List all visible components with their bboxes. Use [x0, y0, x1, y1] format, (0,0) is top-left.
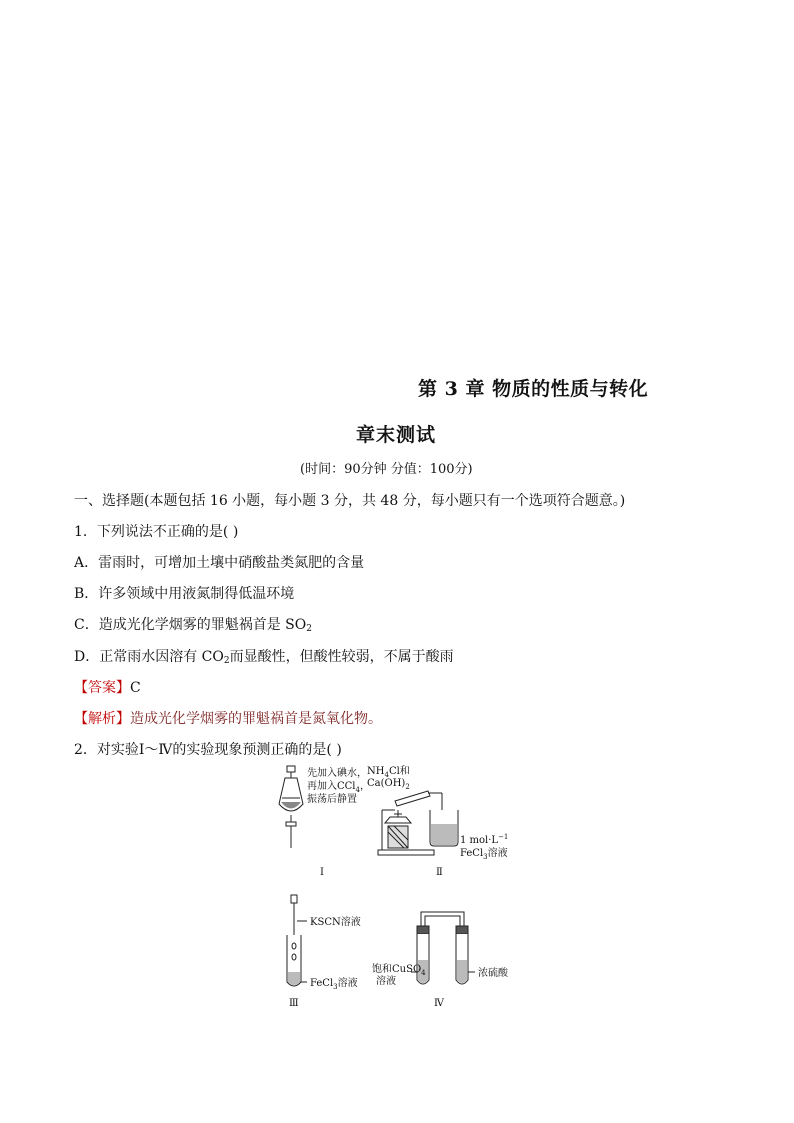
exp2-reagent-line1-sub: 4 [384, 771, 389, 779]
exp2-reagent-line2-sub: 2 [405, 783, 410, 791]
exp1-note-line1: 先加入碘水， [307, 768, 367, 779]
exp1-note-line2 [307, 779, 370, 794]
exp2-label: Ⅱ [436, 867, 443, 878]
exp4-label: Ⅳ [434, 998, 444, 1009]
experiment-2-ammonia-apparatus [378, 791, 458, 855]
exp3-solution-main: FeCl [310, 978, 334, 989]
exp2-solution-line2 [460, 846, 508, 861]
exp4-left-line2: 溶液 [376, 976, 396, 987]
exp2-solution-line2-main: FeCl [460, 848, 484, 859]
answer-tag: 【答案】 [74, 680, 130, 696]
experiment-figure [270, 760, 530, 1010]
exp1-note-line2-post: ， [359, 781, 370, 792]
q1-analysis [74, 708, 382, 728]
exp2-solution-line2-post: 溶液 [487, 848, 508, 859]
exp4-left-line1-sub: 4 [421, 969, 426, 977]
q1-option-a: A．雷雨时，可增加土壤中硝酸盐类氮肥的含量 [74, 555, 365, 571]
q1-option-c [74, 614, 312, 634]
experiment-3-test-tube [287, 895, 307, 986]
exp3-solution-post: 溶液 [337, 978, 358, 989]
exp2-solution-line1-main: 1 mol·L [460, 835, 499, 846]
exp2-solution-line1-sup: −1 [498, 833, 509, 841]
exam-meta: (时间：90分钟 分值：100分) [300, 462, 473, 477]
exp4-left-line1-main: 饱和CuSO [372, 964, 422, 975]
exp3-reagent: KSCN溶液 [310, 917, 361, 928]
chapter-title: 第 3 章 物质的性质与转化 [418, 378, 649, 400]
exp2-reagent-line1-main: NH [367, 766, 385, 777]
q1-answer [74, 677, 141, 697]
q1-stem: 1．下列说法不正确的是( ) [74, 524, 239, 540]
q1-option-d-pre: D．正常雨水因溶有 CO [74, 649, 224, 665]
exp1-label: Ⅰ [320, 867, 324, 878]
analysis-tag: 【解析】 [74, 711, 130, 727]
q2-stem: 2．对实验Ⅰ～Ⅳ的实验现象预测正确的是( ) [74, 742, 342, 758]
q1-option-c-sub: 2 [306, 624, 312, 634]
exp2-reagent-line1 [367, 765, 410, 779]
exp3-solution [310, 976, 358, 991]
exp4-left-line1 [372, 962, 426, 977]
q1-option-d [74, 646, 454, 666]
q1-option-c-text: C．造成光化学烟雾的罪魁祸首是 SO [74, 617, 307, 633]
answer-value: C [130, 680, 141, 696]
test-title: 章末测试 [356, 424, 437, 446]
analysis-text: 造成光化学烟雾的罪魁祸首是氮氧化物。 [130, 711, 382, 727]
experiment-1-separatory-funnel [279, 766, 303, 848]
q1-option-b: B．许多领域中用液氮制得低温环境 [74, 586, 295, 602]
exp2-solution-line1 [460, 833, 508, 846]
q1-option-d-sub: 2 [223, 656, 230, 666]
exp2-reagent-line2 [367, 778, 410, 791]
exp1-note-line2-main: 再加入CCl [307, 781, 356, 792]
exp4-right: 浓硫酸 [478, 968, 508, 979]
exp3-solution-sub: 3 [333, 983, 338, 991]
exp2-solution-line2-sub: 3 [483, 853, 488, 861]
section-heading: 一、选择题(本题包括 16 小题，每小题 3 分，共 48 分，每小题只有一个选项符合题意。) [74, 493, 626, 509]
exp2-reagent-line1-post: Cl和 [388, 766, 410, 777]
exp1-note-line3: 振荡后静置 [307, 794, 357, 805]
q1-option-d-post: 而显酸性，但酸性较弱，不属于酸雨 [229, 649, 454, 665]
exp2-reagent-line2-main: Ca(OH) [367, 778, 406, 789]
exp3-label: Ⅲ [289, 998, 299, 1009]
exp1-note-line2-sub: 4 [355, 786, 360, 794]
